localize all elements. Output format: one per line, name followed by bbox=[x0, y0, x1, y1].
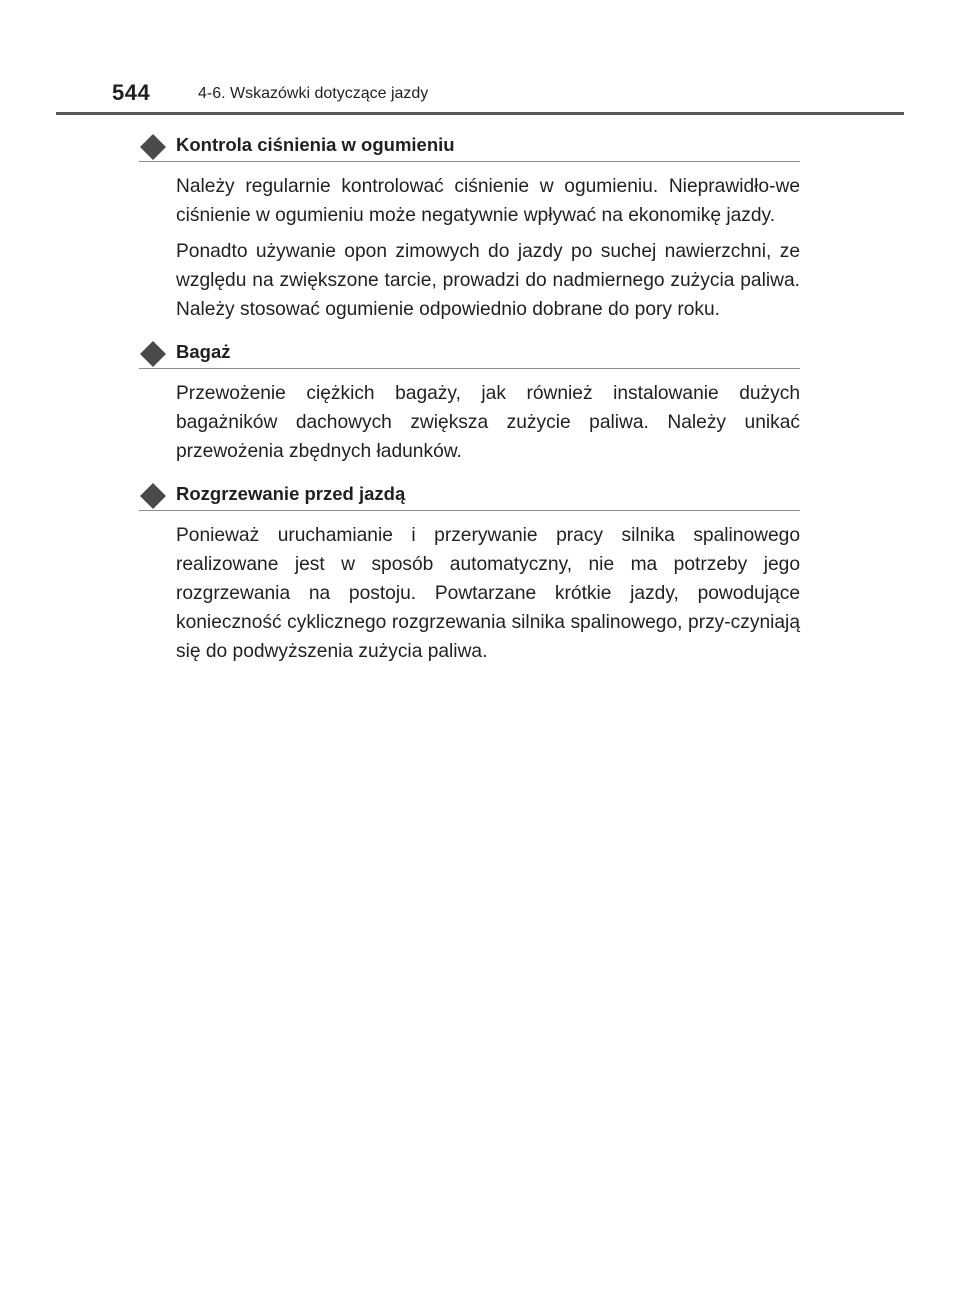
diamond-icon bbox=[139, 482, 167, 510]
paragraph: Ponieważ uruchamianie i przerywanie pracy silnika spalinowego realizowane jest w sposób automatyczny, nie ma potrzeby jego rozgrzewania na postoju. Powtarzane krótkie jazdy, powodujące konieczność cyklicznego rozgrzewania silnika spalinowego, przy-czyniają się do podwyższenia zużycia paliwa. bbox=[176, 525, 800, 662]
page-header bbox=[0, 0, 960, 120]
topic-tire-pressure bbox=[0, 130, 960, 324]
page-content bbox=[0, 130, 960, 666]
topic-body bbox=[0, 367, 960, 466]
page-number: 544 bbox=[112, 80, 151, 105]
topic-body bbox=[0, 509, 960, 666]
topic-title: Kontrola ciśnienia w ogumieniu bbox=[176, 134, 455, 155]
topic-heading bbox=[0, 479, 960, 509]
topic-title: Rozgrzewanie przed jazdą bbox=[176, 483, 406, 504]
topic-divider bbox=[139, 368, 800, 369]
paragraph: Należy regularnie kontrolować ciśnienie w ogumieniu. Nieprawidło-we ciśnienie w ogumieniu może negatywnie wpływać na ekonomikę jazdy. bbox=[176, 176, 800, 226]
header-rule bbox=[56, 112, 904, 115]
diamond-icon bbox=[139, 340, 167, 368]
section-title: 4-6. Wskazówki dotyczące jazdy bbox=[198, 85, 429, 102]
topic-divider bbox=[139, 510, 800, 511]
topic-divider bbox=[139, 161, 800, 162]
paragraph: Przewożenie ciężkich bagaży, jak również instalowanie dużych bagażników dachowych zwiększa zużycie paliwa. Należy unikać przewożenia zbędnych ładunków. bbox=[176, 383, 800, 462]
paragraph: Ponadto używanie opon zimowych do jazdy po suchej nawierzchni, ze względu na zwiększone tarcie, prowadzi do nadmiernego zużycia paliwa. Należy stosować ogumienie odpowiednio dobrane do pory roku. bbox=[176, 241, 800, 320]
topic-heading bbox=[0, 130, 960, 160]
topic-luggage bbox=[0, 337, 960, 466]
topic-body bbox=[0, 160, 960, 324]
topic-title: Bagaż bbox=[176, 341, 231, 362]
topic-warm-up bbox=[0, 479, 960, 666]
topic-heading bbox=[0, 337, 960, 367]
diamond-icon bbox=[139, 133, 167, 161]
